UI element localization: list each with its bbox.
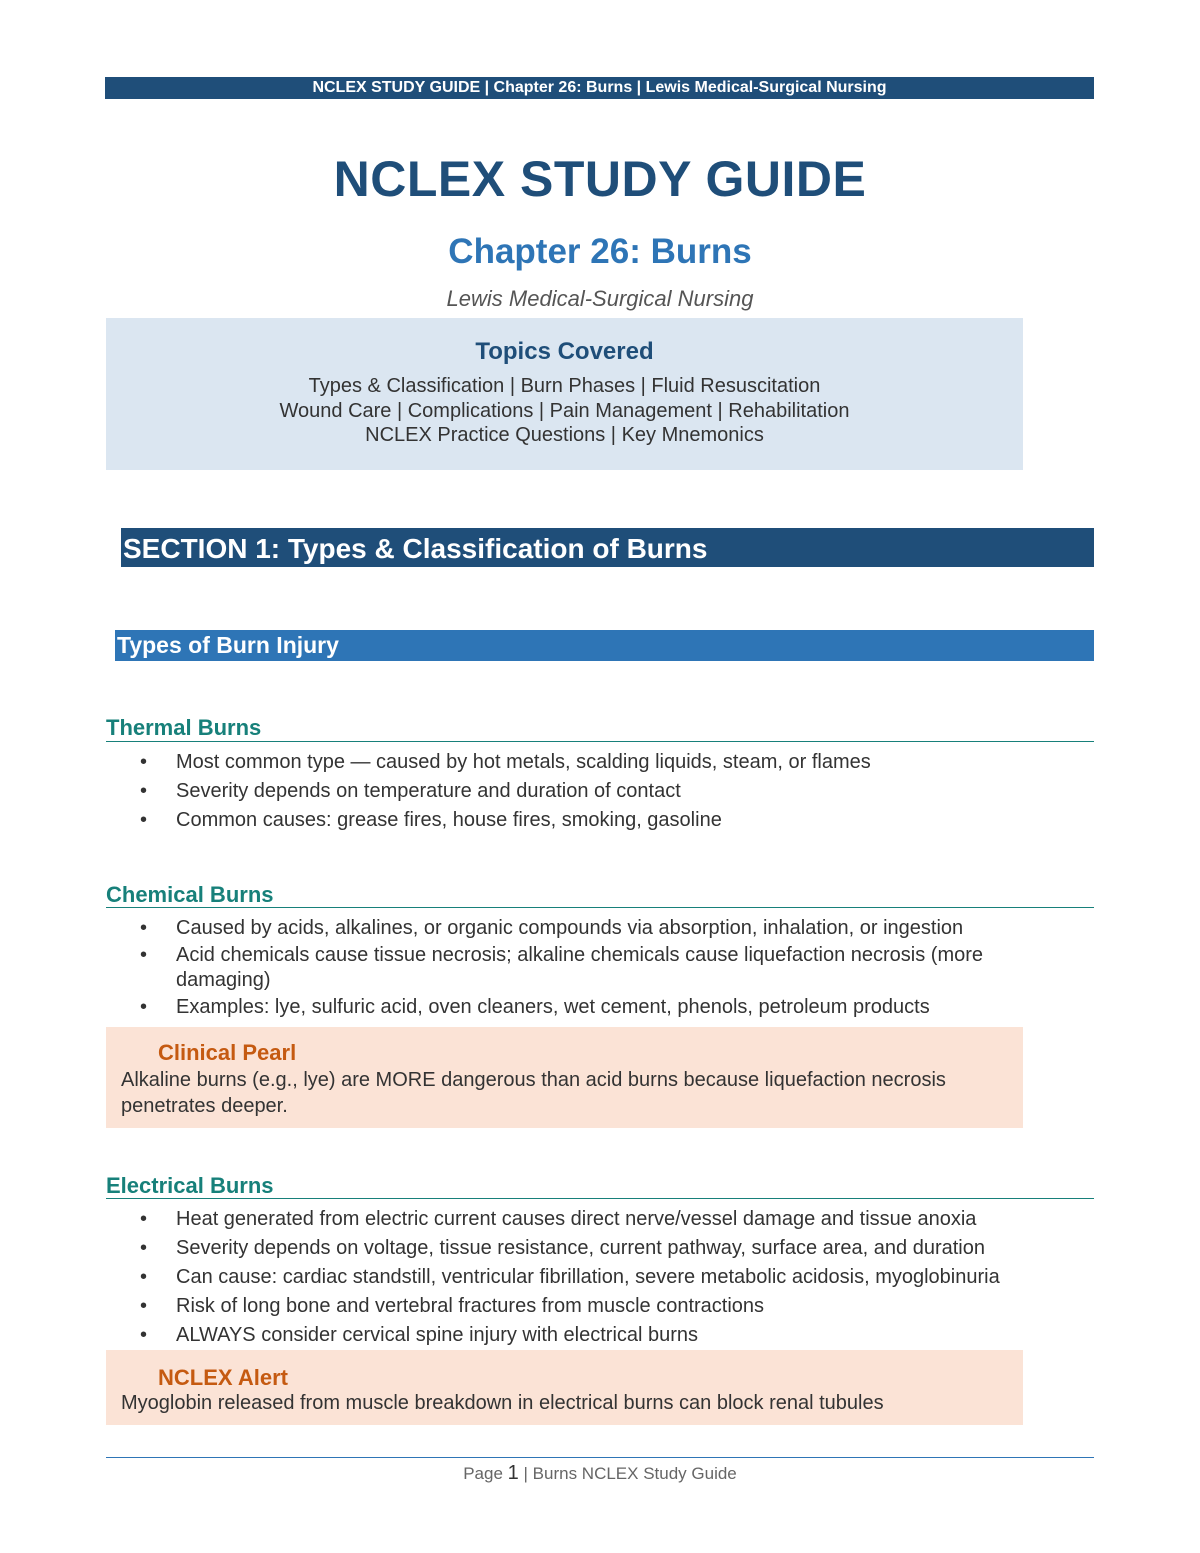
bullet-icon: •: [140, 809, 148, 831]
electrical-heading: Electrical Burns: [106, 1173, 274, 1198]
list-item-text: Common causes: grease fires, house fires, smoking, gasoline: [176, 809, 722, 831]
page-footer: [0, 1462, 1200, 1485]
bullet-icon: •: [140, 1208, 148, 1230]
nclex-alert-callout: [106, 1350, 1023, 1425]
list-item-text: Most common type — caused by hot metals, scalding liquids, steam, or flames: [176, 751, 871, 773]
bullet-icon: •: [140, 1266, 148, 1288]
bullet-icon: •: [140, 1324, 148, 1346]
bullet-icon: •: [140, 1237, 148, 1259]
chemical-list: [140, 914, 1060, 1022]
book-title: Lewis Medical-Surgical Nursing: [446, 286, 754, 311]
bullet-icon: •: [140, 944, 148, 966]
section-heading: SECTION 1: Types & Classification of Burns: [121, 528, 1094, 567]
bullet-icon: •: [140, 1295, 148, 1317]
list-item-text: Severity depends on voltage, tissue resistance, current pathway, surface area, and duration: [176, 1237, 985, 1259]
list-item: [140, 1234, 1080, 1263]
thermal-list: [140, 748, 1080, 835]
page-number: 1: [507, 1462, 519, 1484]
list-item: [140, 993, 1060, 1022]
footer-text: | Burns NCLEX Study Guide: [523, 1464, 737, 1483]
bullet-icon: •: [140, 751, 148, 773]
list-item: [140, 914, 1060, 943]
footer-rule: [106, 1457, 1094, 1458]
heading-rule: [106, 1198, 1094, 1199]
bullet-icon: •: [140, 917, 148, 939]
list-item: [140, 1263, 1080, 1292]
list-item: [140, 1321, 1080, 1350]
callout-title: NCLEX Alert: [158, 1365, 288, 1390]
list-item-text: ALWAYS consider cervical spine injury with electrical burns: [176, 1324, 699, 1346]
topics-line: Types & Classification | Burn Phases | Fluid Resuscitation: [308, 375, 821, 397]
list-item: [140, 1205, 1080, 1234]
list-item-text: Heat generated from electric current causes direct nerve/vessel damage and tissue anoxia: [176, 1208, 977, 1230]
running-header: NCLEX STUDY GUIDE | Chapter 26: Burns | Lewis Medical-Surgical Nursing: [105, 77, 1094, 99]
topics-line: NCLEX Practice Questions | Key Mnemonics: [365, 424, 764, 446]
subsection-heading: Types of Burn Injury: [115, 630, 1094, 661]
list-item: [140, 806, 1080, 835]
list-item-text: Acid chemicals cause tissue necrosis; alkaline chemicals cause liquefaction necrosis (more damaging): [176, 944, 984, 991]
callout-body: Alkaline burns (e.g., lye) are MORE dangerous than acid burns because liquefaction necrosis penetrates deeper.: [121, 1069, 946, 1117]
chapter-title: Chapter 26: Burns: [448, 232, 752, 271]
list-item-text: Caused by acids, alkalines, or organic compounds via absorption, inhalation, or ingestion: [176, 917, 964, 939]
list-item: [140, 748, 1080, 777]
clinical-pearl-callout: [106, 1027, 1023, 1128]
footer-page-label: Page: [463, 1464, 503, 1483]
list-item-text: Risk of long bone and vertebral fractures from muscle contractions: [176, 1295, 765, 1317]
list-item-text: Severity depends on temperature and duration of contact: [176, 780, 681, 802]
list-item-text: Examples: lye, sulfuric acid, oven cleaners, wet cement, phenols, petroleum products: [176, 996, 930, 1018]
document-title: NCLEX STUDY GUIDE: [333, 151, 867, 207]
heading-rule: [106, 907, 1094, 908]
list-item: [140, 777, 1080, 806]
electrical-list: [140, 1205, 1080, 1350]
list-item-text: Can cause: cardiac standstill, ventricular fibrillation, severe metabolic acidosis, myoglobinuria: [176, 1266, 1000, 1288]
topics-heading: Topics Covered: [475, 338, 654, 365]
bullet-icon: •: [140, 780, 148, 802]
bullet-icon: •: [140, 996, 148, 1018]
callout-body: Myoglobin released from muscle breakdown in electrical burns can block renal tubules: [121, 1392, 884, 1414]
chemical-heading: Chemical Burns: [106, 882, 274, 907]
thermal-heading: Thermal Burns: [106, 715, 262, 740]
heading-rule: [106, 741, 1094, 742]
topics-line: Wound Care | Complications | Pain Management | Rehabilitation: [279, 400, 850, 422]
list-item: [140, 943, 1060, 993]
list-item: [140, 1292, 1080, 1321]
callout-title: Clinical Pearl: [158, 1040, 297, 1065]
